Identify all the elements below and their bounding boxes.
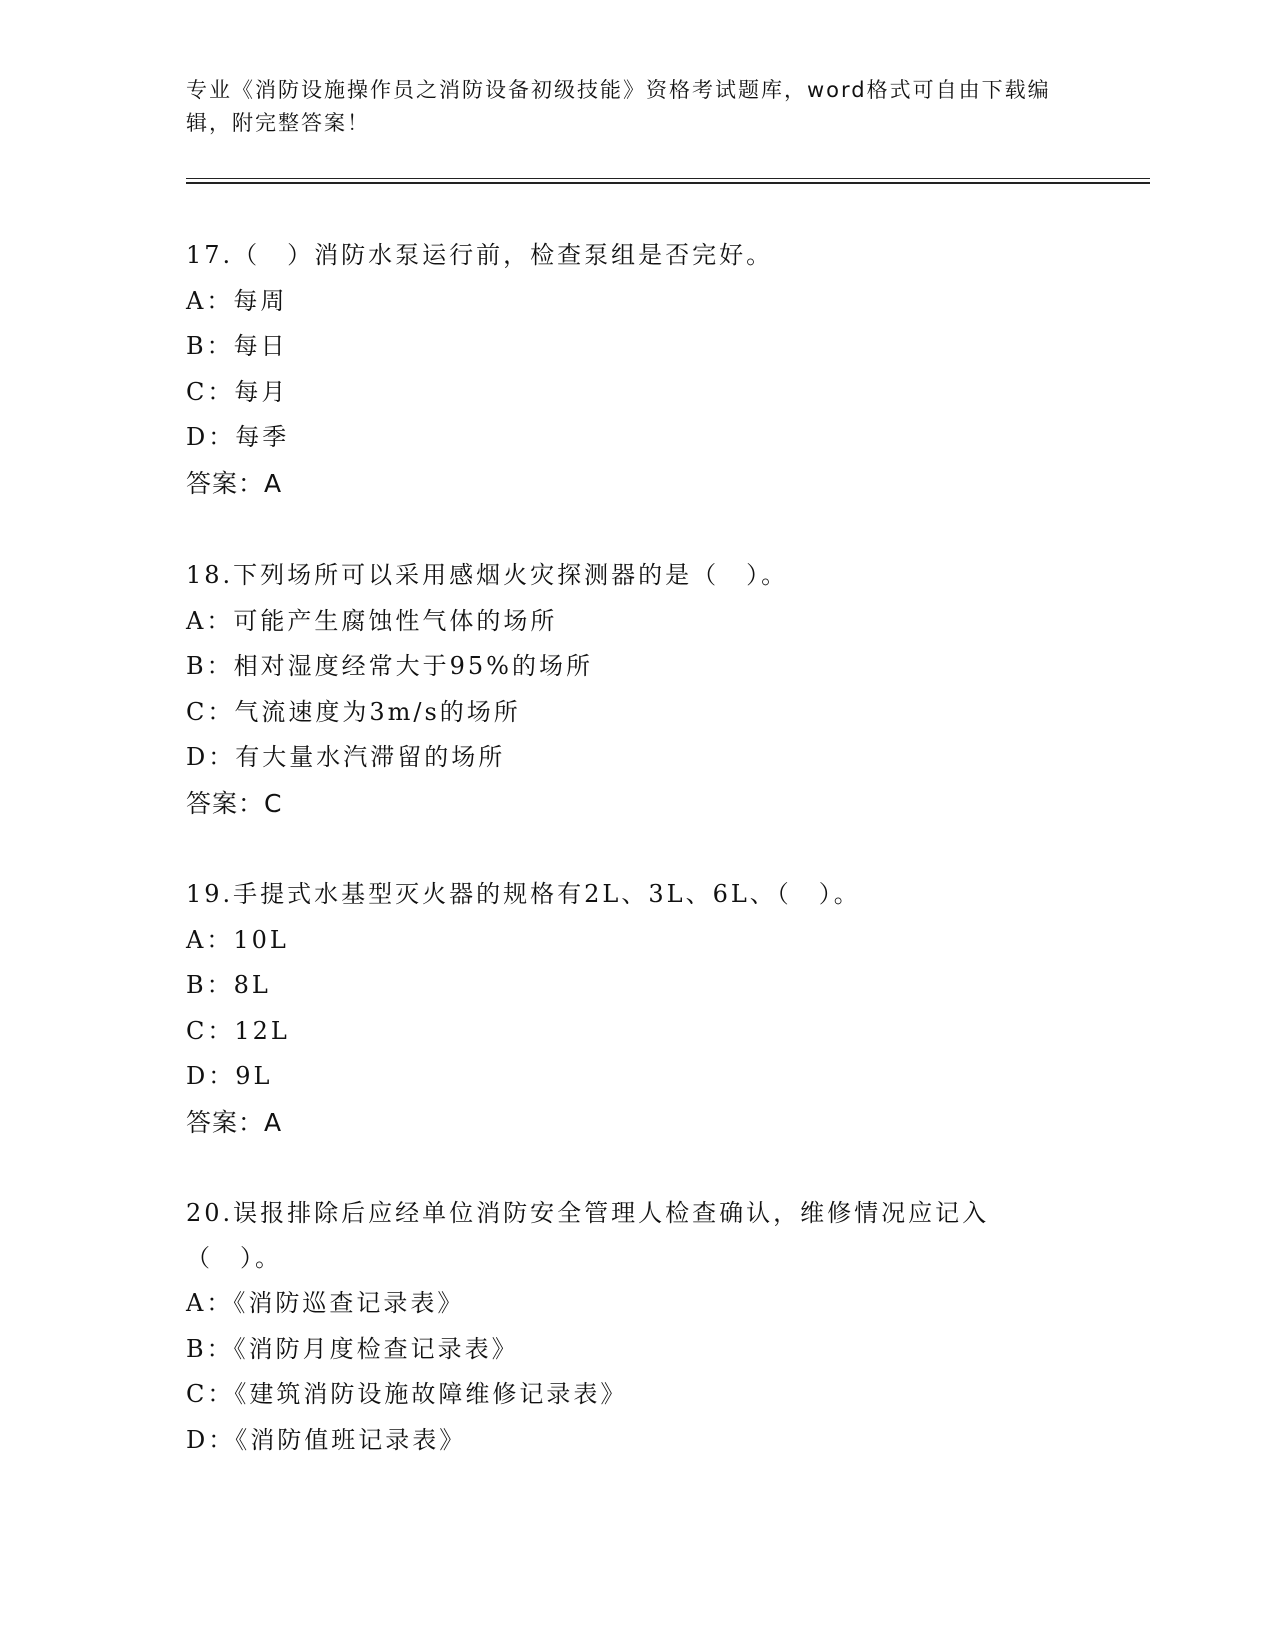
question-stem: 19.手提式水基型灭火器的规格有2L、3L、6L、（ ）。 — [186, 880, 861, 908]
question-18 — [186, 553, 1086, 826]
answer: 答案：A — [186, 468, 283, 498]
question-19 — [186, 872, 1086, 1145]
question-17 — [186, 233, 1086, 506]
option-d: D：有大量水汽滞留的场所 — [186, 743, 506, 771]
option-b: B：《消防月度检查记录表》 — [186, 1334, 519, 1363]
question-stem: 20.误报排除后应经单位消防安全管理人检查确认，维修情况应记入（ ）。 — [186, 1199, 990, 1272]
option-b: B：8L — [186, 971, 271, 999]
answer: 答案：C — [186, 788, 283, 818]
header-divider-top — [186, 178, 1150, 179]
option-c: C：气流速度为3m/s的场所 — [186, 697, 521, 726]
option-d: D：9L — [186, 1062, 273, 1090]
option-b: B：每日 — [186, 332, 288, 360]
option-b: B：相对湿度经常大于95%的场所 — [186, 652, 593, 680]
question-stem: 18.下列场所可以采用感烟火灾探测器的是（ ）。 — [186, 561, 789, 589]
option-a: A：《消防巡查记录表》 — [186, 1289, 465, 1317]
option-a: A：可能产生腐蚀性气体的场所 — [186, 606, 558, 635]
option-d: D：《消防值班记录表》 — [186, 1425, 467, 1454]
option-c: C：《建筑消防设施故障维修记录表》 — [186, 1380, 628, 1408]
option-a: A：10L — [186, 925, 289, 954]
option-c: C：12L — [186, 1016, 290, 1045]
answer: 答案：A — [186, 1107, 283, 1137]
option-d: D：每季 — [186, 423, 290, 451]
header-divider-bottom — [186, 182, 1150, 184]
question-stem: 17.（ ）消防水泵运行前，检查泵组是否完好。 — [186, 241, 774, 269]
document-header: 专业《消防设施操作员之消防设备初级技能》资格考试题库，word格式可自由下载编辑，附完整答案！ — [186, 78, 1051, 135]
question-20 — [186, 1191, 1086, 1463]
option-c: C：每月 — [186, 377, 289, 406]
option-a: A：每周 — [186, 286, 288, 315]
